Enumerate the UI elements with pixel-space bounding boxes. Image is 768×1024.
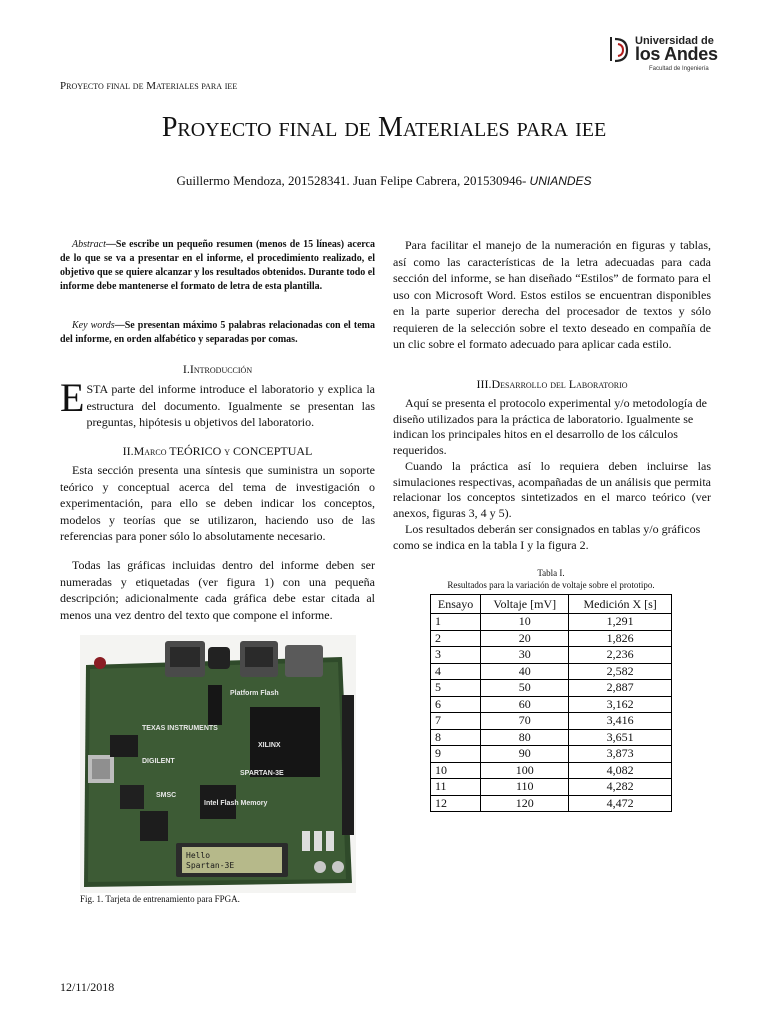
table-cell: 1	[431, 614, 481, 631]
table-cell: 4	[431, 663, 481, 680]
table-cell: 10	[481, 614, 569, 631]
logo-line-2: los Andes	[635, 44, 718, 64]
fpga-board-photo	[80, 635, 356, 893]
table-row	[431, 713, 672, 730]
table-row	[431, 729, 672, 746]
board-platform-label: Platform Flash	[230, 690, 279, 697]
author-affiliation: UNIANDES	[529, 174, 592, 188]
table-row	[431, 663, 672, 680]
table-cell: 5	[431, 680, 481, 697]
table-header-row	[431, 595, 672, 614]
table-body	[431, 614, 672, 812]
table-row	[431, 614, 672, 631]
table-cell: 4,472	[569, 795, 672, 812]
table-cell: 80	[481, 729, 569, 746]
table-cell: 50	[481, 680, 569, 697]
introduction-text: STA parte del informe introduce el laboratorio y explica la estructura del documento. Igualmente se presentan las preguntas, hipótesis u objetivos del laboratorio.	[86, 382, 375, 429]
introduction-paragraph	[60, 375, 375, 431]
table-cell: 70	[481, 713, 569, 730]
table-cell: 3,873	[569, 746, 672, 763]
table-cell: 90	[481, 746, 569, 763]
footer-date: 12/11/2018	[60, 980, 115, 994]
table-cell: 120	[481, 795, 569, 812]
board-chip-label: SPARTAN-3E	[240, 770, 284, 777]
running-head: Proyecto final de Materiales para iee	[60, 80, 238, 92]
table-cell: 6	[431, 696, 481, 713]
table-label: Tabla I.	[537, 568, 565, 578]
table-row	[431, 779, 672, 796]
section-heading-desarrollo: III.Desarrollo del Laboratorio	[476, 377, 628, 391]
table-cell: 3	[431, 647, 481, 664]
table-cell: 60	[481, 696, 569, 713]
author-names: Guillermo Mendoza, 201528341. Juan Felipe Cabrera, 201530946-	[176, 173, 527, 188]
board-smsc-label: SMSC	[156, 792, 177, 799]
table-cell: 12	[431, 795, 481, 812]
marco-paragraph-2: Todas las gráficas incluidas dentro del informe deben ser numeradas y etiquetadas (ver figura 1) con una pequeña descripción; adicionalmente cada gráfica debe estar citada al menos una vez dentro del texto que compone el informe.	[60, 558, 375, 622]
drop-cap: E	[60, 375, 85, 420]
table-header-cell: Ensayo	[431, 595, 481, 614]
table-cell: 2,582	[569, 663, 672, 680]
marco-paragraph-1: Esta sección presenta una síntesis que suministra un soporte teórico y conceptual acerca del tema de investigación o experimentación, para ello se deben indicar los conceptos, modelos y teorías que se utilizaron, haciendo uso de las referencias para poner sólo lo absolutamente necesario.	[60, 463, 375, 543]
table-cell: 9	[431, 746, 481, 763]
table-row	[431, 746, 672, 763]
table-row	[431, 680, 672, 697]
table-cell: 2,887	[569, 680, 672, 697]
board-vendor-label: DIGILENT	[142, 758, 175, 765]
table-header-cell: Medición X [s]	[569, 595, 672, 614]
board-ti-label: TEXAS INSTRUMENTS	[142, 725, 218, 732]
board-intel-label: Intel Flash Memory	[204, 800, 268, 807]
board-brand-label: XILINX	[258, 742, 281, 749]
table-row	[431, 762, 672, 779]
table-cell: 40	[481, 663, 569, 680]
desarrollo-paragraph-3: Los resultados deberán ser consignados en tablas y/o gráficos como se indica en la tabla I y la figura 2.	[393, 522, 701, 552]
desarrollo-paragraph-2: Cuando la práctica así lo requiera deben incluirse las simulaciones respectivas, acompañadas de un análisis que permita relacionar los conceptos sintetizados en el marco teórico (ver anexos, figuras 3, 4 y 5).	[393, 459, 711, 520]
results-table	[430, 594, 672, 812]
table-row	[431, 696, 672, 713]
figure-caption: Fig. 1. Tarjeta de entrenamiento para FPGA.	[80, 894, 240, 904]
authors-line	[0, 173, 768, 189]
keywords-label: Key words	[72, 320, 115, 331]
table-caption: Resultados para la variación de voltaje sobre el prototipo.	[447, 580, 655, 590]
desarrollo-paragraph-1: Aquí se presenta el protocolo experimental y/o metodología de diseño utilizados para la práctica de laboratorio. Igualmente se indican los principales hitos en el desarrollo de los cálculos requeridos.	[393, 396, 707, 457]
table-cell: 1,291	[569, 614, 672, 631]
section-heading-introduction: I.Introducción	[182, 362, 253, 376]
table-row	[431, 630, 672, 647]
page-title: Proyecto final de Materiales para iee	[161, 112, 607, 143]
table-row	[431, 647, 672, 664]
table-cell: 2,236	[569, 647, 672, 664]
table-cell: 3,416	[569, 713, 672, 730]
table-cell: 30	[481, 647, 569, 664]
table-cell: 10	[431, 762, 481, 779]
abstract	[60, 238, 375, 294]
table-cell: 8	[431, 729, 481, 746]
lcd-line-1: Hello	[186, 851, 211, 860]
table-cell: 3,651	[569, 729, 672, 746]
keywords	[60, 319, 375, 347]
table-header-cell: Voltaje [mV]	[481, 595, 569, 614]
logo-line-1: Universidad de	[635, 35, 714, 47]
table-cell: 11	[431, 779, 481, 796]
table-cell: 1,826	[569, 630, 672, 647]
abstract-label: Abstract	[72, 239, 106, 250]
table-cell: 7	[431, 713, 481, 730]
logo-line-3: Facultad de Ingeniería	[649, 66, 709, 72]
lcd-line-2: Spartan-3E	[186, 861, 235, 870]
table-cell: 3,162	[569, 696, 672, 713]
section-heading-marco-teorico: II.Marco TEÓRICO y CONCEPTUAL	[122, 444, 313, 458]
keywords-text: —Se presentan máximo 5 palabras relacionadas con el tema del informe, en orden alfabético y separadas por comas.	[60, 320, 375, 345]
table-cell: 110	[481, 779, 569, 796]
table-cell: 4,282	[569, 779, 672, 796]
table-row	[431, 795, 672, 812]
table-cell: 20	[481, 630, 569, 647]
university-logo	[607, 35, 717, 77]
table-cell: 4,082	[569, 762, 672, 779]
table-cell: 100	[481, 762, 569, 779]
table-cell: 2	[431, 630, 481, 647]
abstract-text: —Se escribe un pequeño resumen (menos de 15 líneas) acerca de lo que se va a presentar en el informe, el procedimiento realizado, el objetivo que se quiere alcanzar y los resultados obtenidos. Durante todo el informe debe mantenerse el formato de letra de esta plantilla.	[60, 239, 376, 292]
right-intro-paragraph: Para facilitar el manejo de la numeración en figuras y tablas, así como las características de la letra adecuadas para cada sección del informe, se han diseñado “Estilos” de formato para el uso con Microsoft Word. Estos estilos se encuentran disponibles en la parte superior derecha del procesador de textos y sólo requieren de la selección sobre el texto deseado en compañía de un clic sobre el formato adecuado para aplicar cada estilo.	[393, 238, 711, 351]
university-crest-icon	[607, 35, 633, 65]
